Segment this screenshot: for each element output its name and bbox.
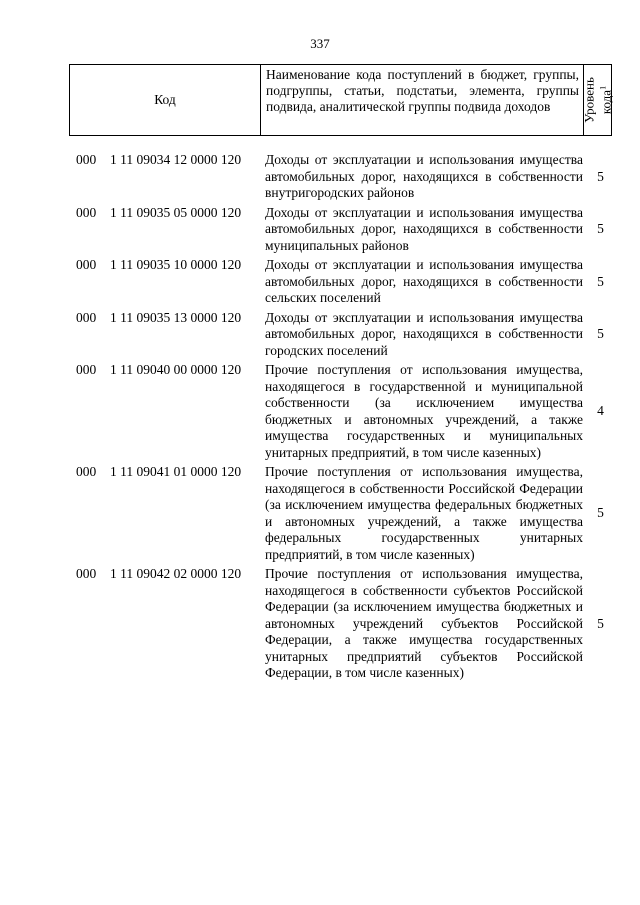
table-row [0,152,640,202]
row-prefix: 000 [76,566,97,581]
row-name: Прочие поступления от использования имущества, находящегося в собственности субъектов Российской Федерации (за исключением имущества бюджетных и автономных учреждений субъектов Российской Федерации, а также имущества государственных унитарных предприятий субъектов Российской Федерации, в том числе казенных) [265,566,583,680]
row-code: 1 11 09041 01 0000 120 [110,464,242,479]
row-prefix: 000 [76,204,97,220]
table-row [0,566,640,682]
table-row [0,257,640,307]
row-code: 1 11 09035 13 0000 120 [110,309,242,325]
row-level: 5 [597,326,604,341]
row-code: 1 11 09035 05 0000 120 [110,204,242,220]
row-name: Прочие поступления от использования имущества, находящегося в государственной и муниципальной собственности (за исключением имущества бюджетных и автономных учреждений, а также имущества государственных и муниципальных унитарных предприятий, в том числе казенных) [265,362,583,460]
row-level: 5 [597,168,604,184]
row-prefix: 000 [76,257,97,272]
row-code: 1 11 09040 00 0000 120 [110,362,242,377]
table-row [0,205,640,255]
header-level-line2: кода [598,89,614,115]
header-code-column: Код [70,65,261,135]
row-prefix: 000 [76,362,97,377]
row-name: Прочие поступления от использования имущества, находящегося в собственности Российской Федерации (за исключением имущества федеральных бюджетных и автономных учреждений, а также имущества федеральных государственных унитарных предприятий, в том числе казенных) [265,464,583,562]
row-level: 5 [597,273,604,289]
header-level-footnote: 1 [597,85,607,90]
table-row [0,310,640,360]
row-level: 4 [597,403,604,419]
row-code: 1 11 09042 02 0000 120 [110,566,242,581]
row-prefix: 000 [76,309,97,325]
row-code: 1 11 09034 12 0000 120 [110,152,242,167]
row-prefix: 000 [76,464,97,479]
row-level: 5 [597,505,604,521]
row-level: 5 [597,615,604,631]
header-level-label [582,77,613,123]
row-name: Доходы от эксплуатации и использования имущества автомобильных дорог, находящихся в собственности городских поселений [265,309,583,358]
header-name-column: Наименование кода поступлений в бюджет, группы, подгруппы, статьи, подстатьи, элемента, группы подвида, аналитической группы подвида доходов [261,65,584,135]
row-name: Доходы от эксплуатации и использования имущества автомобильных дорог, находящихся в собственности внутригородских районов [265,152,583,200]
page-number: 337 [310,36,330,51]
row-name: Доходы от эксплуатации и использования имущества автомобильных дорог, находящихся в собственности сельских поселений [265,257,583,305]
row-name: Доходы от эксплуатации и использования имущества автомобильных дорог, находящихся в собственности муниципальных районов [265,204,583,253]
row-prefix: 000 [76,152,97,167]
row-code: 1 11 09035 10 0000 120 [110,257,242,272]
table-body [0,152,640,685]
row-level: 5 [597,221,604,236]
table-row [0,362,640,461]
table-row [0,464,640,563]
table-header [69,64,612,136]
header-level-column [580,65,614,135]
header-level-line1: Уровень [580,77,596,123]
